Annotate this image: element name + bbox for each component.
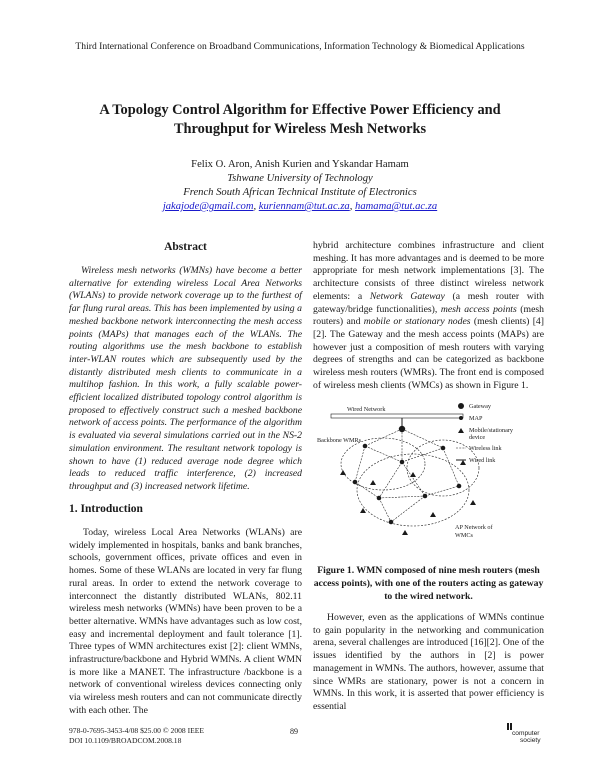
- mesh-cloud-2: [357, 454, 469, 526]
- footer-copyright: [69, 726, 204, 746]
- legend-device-symbol: [458, 428, 464, 433]
- abstract-heading: Abstract: [164, 241, 207, 253]
- email-line: [60, 200, 540, 214]
- affiliation-2: French South African Technical Institute of Electronics: [183, 187, 417, 198]
- email-link-3[interactable]: hamama@tut.ac.za: [355, 201, 438, 212]
- logo-text-computer: computer: [512, 730, 540, 737]
- wired-network-bar: [331, 414, 463, 418]
- ap-network-label: AP Network of: [455, 524, 493, 531]
- footer-doi: DOI 10.1109/BROADCOM.2008.18: [69, 736, 182, 745]
- right-column-top-text: [313, 240, 544, 392]
- rt-italic-mesh-access-points: mesh access points: [440, 303, 517, 315]
- legend-map-symbol: [459, 416, 463, 420]
- paper-title: [60, 101, 540, 139]
- legend-map: MAP: [469, 415, 483, 422]
- backbone-wmrs-label: Backbone WMRs: [317, 437, 362, 444]
- email-link-1[interactable]: jakajode@gmail.com: [162, 201, 254, 212]
- email-link-2[interactable]: kuriennam@tut.ac.za: [258, 201, 350, 212]
- legend-device-1: Mobile/stationary: [469, 427, 513, 434]
- legend-gateway: Gateway: [469, 403, 491, 410]
- wired-network-label: Wired Network: [347, 406, 386, 413]
- figure-1-wmn-diagram: [313, 400, 544, 560]
- legend-wireless: Wireless link: [469, 445, 502, 452]
- rt-text-1: hybrid architecture combines infrastructure and client meshing. It has more advantages and is deemed to be more appropriate for mesh network implementations [3]. The architecture consists of three distinct wireless network elements: a: [313, 240, 544, 302]
- computer-society-logo: [498, 722, 544, 744]
- rt-text-3: (mesh routers) and: [313, 303, 544, 328]
- page-number: 89: [290, 727, 298, 736]
- rt-italic-network-gateway: Network Gateway: [369, 290, 445, 302]
- author-block: [60, 158, 540, 214]
- title-line-1: A Topology Control Algorithm for Effective Power Efficiency and: [99, 102, 501, 118]
- running-head: Third International Conference on Broadband Communications, Information Technology & Biomedical Applications: [75, 41, 525, 52]
- legend-gateway-symbol: [458, 403, 464, 409]
- rt-italic-mobile-nodes: mobile or stationary nodes: [363, 316, 471, 328]
- legend-wired: Wired link: [469, 457, 496, 464]
- rt-text-2: (a mesh router with gateway/bridge functionalities),: [313, 290, 544, 315]
- author-names: Felix O. Aron, Anish Kurien and Yskandar Hamam: [191, 159, 409, 170]
- abstract-text: Wireless mesh networks (WMNs) have become a better alternative for extending wireless Local Area Networks (WLANs) to provide network coverage up to the furthest of far flung rural areas. This has been implemented by using a meshed backbone network interconnecting the mesh access points (MAPs) that manages each of the WLANs. The routing algorithms use the mesh backbone to establish inter-WLAN routes which are subsequently used by the distantly distributed mesh clients to communicate in a multihop fashion. In this work, a fully scalable power-efficient localized distributed topology control algorithm is proposed to effectively construct such a meshed backbone network of access points. The performance of the algorithm is evaluated via several simulations carried out in the NS-2 simulation environment. The resultant network topology is shown to have (1) reduced average node degree which leads to reduced traffic interference, (2) increased throughput and (3) increased network lifetime.: [69, 265, 302, 492]
- right-column-bottom-text: However, even as the applications of WMNs continue to gain popularity in the networking and communication arena, several challenges are introduced [16][2]. One of the issues identified by the authors in [2] is power management in WMNs. The authors, however, assume that since WMRs are stationary, power is not a concern in WMNs. In this work, it is asserted that power efficiency is essential: [313, 612, 544, 712]
- intro-text: Today, wireless Local Area Networks (WLANs) are widely implemented in hospitals, banks and bank branches, schools, government offices, private offices and even in homes. Some of these WLANs are located in very far flung rural areas. In order to extend the network coverage to interconnect the distantly distributed WLANs, 802.11 wireless mesh networks (WMNs) have been proven to be a better alternative. WMNs have advantages such as low cost, easy and incremental deployment and fault tolerance [1]. Three types of WMN architectures exist [2]: client WMNs, infrastructure/backbone and Hybrid WMNs. A client WMN is more like a MANET. The infrastructure /backbone is a network of conventional wireless devices connecting only via wireless mesh routers and can not communicate directly with each other. The: [69, 527, 302, 716]
- title-line-2: Throughput for Wireless Mesh Networks: [173, 121, 427, 137]
- figure-caption: Figure 1. WMN composed of nine mesh routers (mesh access points), with one of the routers acting as gateway to the wired network.: [313, 565, 544, 602]
- rt-text-4: (mesh clients) [4][2]. The Gateway and the mesh access points (MAPs) are however just a composition of mesh routers with varying degrees of strengths and can be categorized as backbone wireless mesh routers (WMRs). The front end is composed of wireless mesh clients (WMCs) as shown in Figure 1.: [313, 316, 545, 391]
- legend-device-2: device: [469, 434, 486, 441]
- email-separator-2: ,: [349, 201, 353, 212]
- email-separator-1: ,: [253, 201, 257, 212]
- figure-legend: [456, 403, 514, 464]
- affiliation-1: Tshwane University of Technology: [227, 173, 373, 184]
- footer-isbn: 978-0-7695-3453-4/08 $25.00 © 2008 IEEE: [69, 726, 205, 735]
- gateway-node: [399, 426, 405, 432]
- intro-heading: 1. Introduction: [69, 503, 143, 515]
- wmcs-label: WMCs: [455, 532, 473, 539]
- logo-text-society: society: [520, 737, 541, 744]
